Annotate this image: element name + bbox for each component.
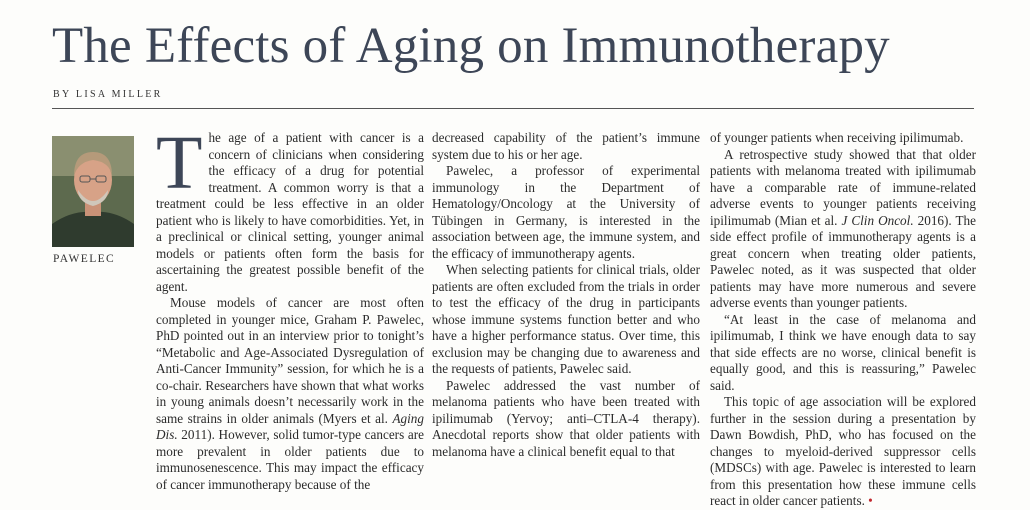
- title-divider: [52, 108, 974, 109]
- paragraph: Pawelec addressed the vast number of melanoma patients who have been treated with ipilimumab (Yervoy; anti–CTLA-4 therapy). Anecdotal reports show that older patients with melanoma have a clinical benefit equal to that: [432, 377, 700, 459]
- paragraph: decreased capability of the patient’s immune system due to his or her age.: [432, 130, 700, 162]
- drop-cap: T: [156, 121, 203, 205]
- citation: Aging Dis.: [156, 410, 424, 442]
- paragraph: This topic of age association will be explored further in the session during a presentation by Dawn Bowdish, PhD, who has focused on the changes to myeloid-derived suppressor cells (MDSCs) with age. Pawelec is interested to learn from this presentation how these immune cells react in older cancer patients. •: [710, 394, 976, 508]
- paragraph: A retrospective study showed that that older patients with melanoma treated with ipilimumab have a comparable rate of immune-related adverse events to younger patients receiving ipilimumab (Mian et al. J Clin Oncol. 2016). The side effect profile of immunotherapy agents is a great concern when treating older patients, Pawelec noted, as it was suspected that older patients may have more numerous and severe adverse events than younger patients.: [710, 146, 976, 310]
- article-title: The Effects of Aging on Immunotherapy: [52, 18, 890, 74]
- byline: BY LISA MILLER: [53, 89, 163, 100]
- portrait-icon: [52, 136, 134, 247]
- portrait-photo: [52, 136, 134, 247]
- paragraph: Pawelec, a professor of experimental immunology in the Department of Hematology/Oncology at the University of Tübingen in Germany, is interested in the association between age, the immune system, and the efficacy of immunotherapy agents.: [432, 163, 700, 261]
- end-mark-icon: •: [868, 493, 873, 508]
- text-column-2: [432, 130, 700, 460]
- paragraph: The age of a patient with cancer is a concern of clinicians when considering the efficacy of a drug for potential treatment. A common worry is that a treatment could be less effective in an older patient who is likely to have comorbidities. Yet, in a preclinical or clinical setting, younger animal models or patients often form the basis for ascertaining the greatest possible benefit of the agent.: [156, 121, 424, 294]
- text-column-3: [710, 130, 976, 510]
- paragraph: “At least in the case of melanoma and ipilimumab, I think we have enough data to say that side effects are no worse, clinical benefit is equally good, and this is reassuring,” Pawelec said.: [710, 311, 976, 393]
- paragraph: Mouse models of cancer are most often completed in younger mice, Graham P. Pawelec, PhD pointed out in an interview prior to tonight’s “Metabolic and Age-Associated Dysregulation of Anti-Cancer Immunity” session, for which he is a co-chair. Researchers have shown that what works in young animals doesn’t necessarily work in the same strains in older animals (Myers et al. Aging Dis. 2011). However, solid tumor-type cancers are more prevalent in older patients due to immunosenescence. This may impact the efficacy of cancer immunotherapy because of the: [156, 295, 424, 492]
- paragraph: When selecting patients for clinical trials, older patients are often excluded from the trials in order to test the efficacy of the drug in participants whose immune systems function better and who have a higher performance status. Over time, this exclusion may be changing due to awareness and the requests of patients, Pawelec said.: [432, 262, 700, 376]
- paragraph: of younger patients when receiving ipilimumab.: [710, 130, 964, 145]
- citation: J Clin Oncol.: [841, 212, 914, 228]
- photo-caption: PAWELEC: [53, 253, 116, 265]
- text-column-1: [156, 121, 424, 493]
